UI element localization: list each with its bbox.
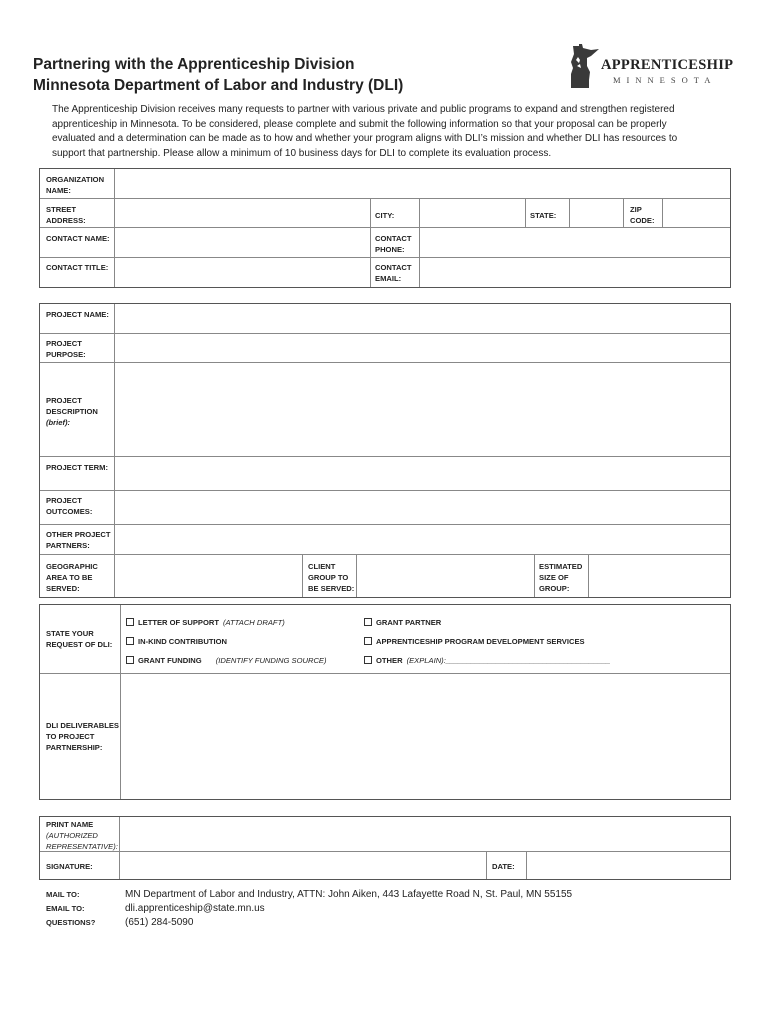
signature-label: SIGNATURE: bbox=[46, 862, 93, 871]
other-partners-field[interactable] bbox=[115, 525, 730, 554]
request-section bbox=[39, 604, 731, 800]
checkbox-icon[interactable] bbox=[126, 656, 134, 664]
page-title bbox=[33, 54, 403, 96]
project-outcomes-field[interactable] bbox=[115, 491, 730, 524]
mail-to-address: MN Department of Labor and Industry, ATTN: John Aiken, 443 Lafayette Road N, St. Paul, MN 55155 bbox=[125, 889, 573, 900]
intro-paragraph: The Apprenticeship Division receives many requests to partner with various private and public programs to expand and strengthen registered apprenticeship in Minnesota. To be considered, please complete and submit the following information so that your proposal can be properly evaluated and a determination can be made as to how and whether your program aligns with DLI’s mission and whether DLI has resources to support that partnership. Please allow a minimum of 10 business days for DLI to complete its evaluation process. bbox=[52, 104, 678, 159]
checkbox-icon[interactable] bbox=[364, 618, 372, 626]
email-to-address[interactable]: dli.apprenticeship@state.mn.us bbox=[125, 903, 265, 914]
option-grant-funding[interactable] bbox=[126, 656, 327, 665]
state-field[interactable] bbox=[570, 199, 623, 227]
checkbox-icon[interactable] bbox=[126, 618, 134, 626]
checkbox-icon[interactable] bbox=[364, 637, 372, 645]
project-term-field[interactable] bbox=[115, 457, 730, 490]
option-letter-note: (ATTACH DRAFT) bbox=[223, 618, 285, 627]
date-field[interactable] bbox=[527, 852, 730, 879]
option-other-note: (EXPLAIN):_______________________________________ bbox=[406, 656, 611, 665]
project-section bbox=[39, 303, 731, 598]
date-label: DATE: bbox=[492, 862, 515, 871]
title-line-1: Partnering with the Apprenticeship Division bbox=[33, 56, 355, 73]
organization-name-field[interactable] bbox=[115, 169, 730, 198]
print-name-text: PRINT NAME bbox=[46, 820, 94, 829]
checkbox-icon[interactable] bbox=[364, 656, 372, 664]
deliverables-label: DLI DELIVERABLES TO PROJECT PARTNERSHIP: bbox=[46, 721, 119, 752]
project-purpose-label: PROJECT PURPOSE: bbox=[46, 339, 86, 359]
project-purpose-field[interactable] bbox=[115, 334, 730, 362]
contact-name-field[interactable] bbox=[115, 228, 370, 257]
option-letter-text: LETTER OF SUPPORT bbox=[138, 618, 220, 627]
signoff-section bbox=[39, 816, 731, 880]
city-field[interactable] bbox=[420, 199, 525, 227]
apprenticeship-logo bbox=[565, 44, 735, 90]
questions-label: QUESTIONS? bbox=[46, 918, 96, 927]
zip-code-field[interactable] bbox=[663, 199, 730, 227]
street-address-field[interactable] bbox=[115, 199, 370, 227]
contact-phone-label: CONTACT PHONE: bbox=[375, 234, 412, 254]
print-name-label bbox=[46, 819, 120, 852]
group-size-field[interactable] bbox=[589, 555, 730, 597]
project-outcomes-label: PROJECT OUTCOMES: bbox=[46, 496, 93, 516]
logo-subtitle: MINNESOTA bbox=[613, 75, 717, 85]
option-grant-partner[interactable] bbox=[364, 618, 441, 627]
contact-email-field[interactable] bbox=[420, 258, 730, 287]
group-size-label: ESTIMATED SIZE OF GROUP: bbox=[539, 562, 583, 593]
option-other-text: OTHER bbox=[376, 656, 403, 665]
city-label: CITY: bbox=[375, 211, 395, 220]
geographic-area-label: GEOGRAPHIC AREA TO BE SERVED: bbox=[46, 562, 98, 593]
project-description-field[interactable] bbox=[115, 363, 730, 456]
request-label: STATE YOUR REQUEST OF DLI: bbox=[46, 629, 113, 649]
other-partners-label: OTHER PROJECT PARTNERS: bbox=[46, 530, 111, 550]
option-other[interactable] bbox=[364, 656, 611, 665]
contact-phone-field[interactable] bbox=[420, 228, 730, 257]
project-description-text: PROJECT DESCRIPTION bbox=[46, 396, 98, 416]
zip-code-label: ZIP CODE: bbox=[630, 205, 655, 225]
contact-title-label: CONTACT TITLE: bbox=[46, 263, 109, 272]
print-name-field[interactable] bbox=[120, 817, 730, 851]
deliverables-field[interactable] bbox=[121, 674, 730, 799]
organization-section bbox=[39, 168, 731, 288]
geographic-area-field[interactable] bbox=[115, 555, 302, 597]
questions-phone: (651) 284-5090 bbox=[125, 917, 194, 928]
street-address-label: STREET ADDRESS: bbox=[46, 205, 86, 225]
checkbox-icon[interactable] bbox=[126, 637, 134, 645]
organization-name-label: ORGANIZATION NAME: bbox=[46, 175, 105, 195]
project-name-field[interactable] bbox=[115, 304, 730, 333]
option-grant-partner-text: GRANT PARTNER bbox=[376, 618, 442, 627]
mail-to-label: MAIL TO: bbox=[46, 890, 80, 899]
signature-field[interactable] bbox=[120, 852, 486, 879]
print-name-note: (AUTHORIZED REPRESENTATIVE): bbox=[46, 831, 118, 851]
logo-wordmark: APPRENTICESHIP bbox=[601, 57, 734, 73]
option-inkind-text: IN-KIND CONTRIBUTION bbox=[138, 637, 228, 646]
minnesota-map-icon bbox=[565, 44, 601, 90]
email-to-label: EMAIL TO: bbox=[46, 904, 85, 913]
project-term-label: PROJECT TERM: bbox=[46, 463, 109, 472]
client-group-field[interactable] bbox=[357, 555, 534, 597]
contact-title-field[interactable] bbox=[115, 258, 370, 287]
project-description-label bbox=[46, 395, 112, 428]
state-label: STATE: bbox=[530, 211, 557, 220]
option-program-development[interactable] bbox=[364, 637, 585, 646]
option-grant-funding-note: (IDENTIFY FUNDING SOURCE) bbox=[215, 656, 327, 665]
project-name-label: PROJECT NAME: bbox=[46, 310, 109, 319]
client-group-label: CLIENT GROUP TO BE SERVED: bbox=[308, 562, 355, 593]
option-in-kind[interactable] bbox=[126, 637, 227, 646]
contact-name-label: CONTACT NAME: bbox=[46, 234, 110, 243]
title-line-2: Minnesota Department of Labor and Industry (DLI) bbox=[33, 77, 404, 94]
option-program-dev-text: APPRENTICESHIP PROGRAM DEVELOPMENT SERVICES bbox=[376, 637, 585, 646]
project-description-note: (brief): bbox=[46, 418, 71, 427]
option-grant-funding-text: GRANT FUNDING bbox=[138, 656, 202, 665]
option-letter-of-support[interactable] bbox=[126, 618, 285, 627]
contact-email-label: CONTACT EMAIL: bbox=[375, 263, 412, 283]
